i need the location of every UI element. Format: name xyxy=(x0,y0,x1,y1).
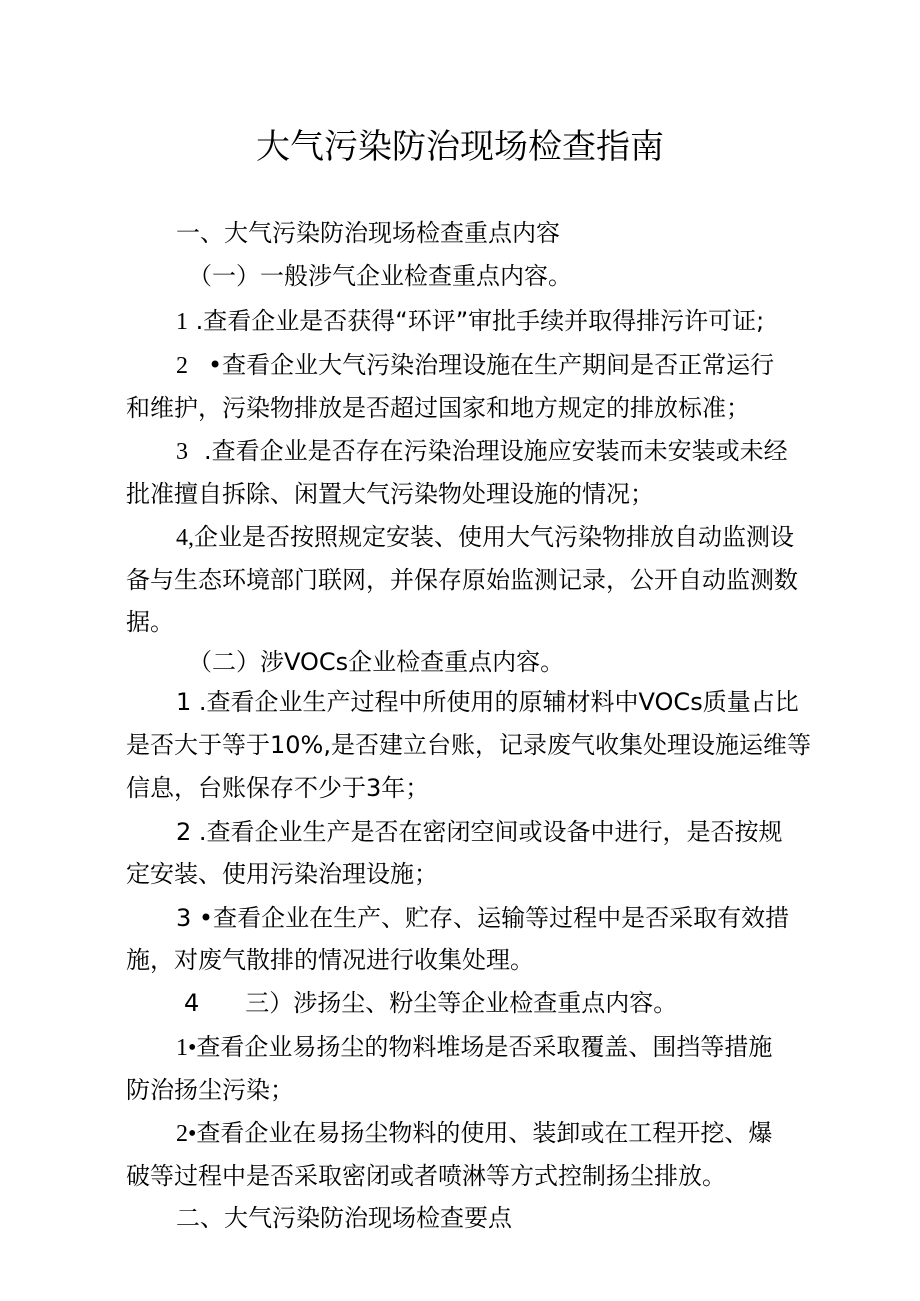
sub2-item-2-line-1: 2 .查看企业生产是否在密闭空间或设备中进行，是否按规 xyxy=(176,818,783,846)
sub2-item-2-line-2: 定安装、使用污染治理设施； xyxy=(126,860,438,888)
item-number: 3 xyxy=(176,439,188,465)
sub1-item-4-line-3: 据。 xyxy=(126,608,174,636)
item-number: 4 xyxy=(184,989,200,1017)
item-number: 3 xyxy=(176,904,192,932)
item-number: 1 xyxy=(176,688,192,716)
sub1-item-2-line-2: 和维护，污染物排放是否超过国家和地方规定的排放标准； xyxy=(126,394,750,422)
sub3-item-1-line-1: 1•查看企业易扬尘的物料堆场是否采取覆盖、围挡等措施 xyxy=(176,1033,773,1061)
sub1-item-4-line-2: 备与生态环境部门联网，并保存原始监测记录，公开自动监测数 xyxy=(126,566,798,594)
item-number: 2 xyxy=(176,818,192,846)
subsection-3-heading: 4 三）涉扬尘、粉尘等企业检查重点内容。 xyxy=(184,989,678,1017)
sub1-item-2-line-1: 2 •查看企业大气污染治理设施在生产期间是否正常运行 xyxy=(176,351,775,379)
sub1-item-4-line-1: 4,企业是否按照规定安装、使用大气污染物排放自动监测设 xyxy=(176,523,794,551)
item-number: 2• xyxy=(176,1121,197,1147)
item-number: 1• xyxy=(176,1035,197,1061)
sub2-item-1-line-3: 信息，台账保存不少于3年； xyxy=(126,774,430,802)
sub2-item-1-line-2: 是否大于等于10%,是否建立台账，记录废气收集处理设施运维等 xyxy=(126,731,811,759)
subsection-1-heading: （一）一般涉气企业检查重点内容。 xyxy=(188,262,572,290)
sub1-item-3-line-1: 3 .查看企业是否存在污染治理设施应安装而未安装或未经 xyxy=(176,437,788,465)
item-number: 1 xyxy=(176,309,188,335)
sub3-item-1-line-2: 防治扬尘污染； xyxy=(126,1076,294,1104)
section-2-heading: 二、大气污染防治现场检查要点 xyxy=(176,1204,512,1232)
item-number: 4, xyxy=(176,525,194,551)
sub3-item-2-line-1: 2•查看企业在易扬尘物料的使用、装卸或在工程开挖、爆 xyxy=(176,1119,773,1147)
sub2-item-1-line-1: 1 .查看企业生产过程中所使用的原辅材料中VOCs质量占比 xyxy=(176,688,799,716)
sub2-item-3-line-2: 施，对废气散排的情况进行收集处理。 xyxy=(126,946,534,974)
sub2-item-3-line-1: 3 •查看企业在生产、贮存、运输等过程中是否采取有效措 xyxy=(176,904,790,932)
sub1-item-1-line-1: 1 .查看企业是否获得“环评”审批手续并取得排污许可证; xyxy=(176,307,765,335)
sub3-item-2-line-2: 破等过程中是否采取密闭或者喷淋等方式控制扬尘排放。 xyxy=(126,1162,726,1190)
section-1-heading: 一、大气污染防治现场检查重点内容 xyxy=(176,219,560,247)
subsection-2-heading: （二）涉VOCs企业检查重点内容。 xyxy=(188,648,565,676)
sub1-item-3-line-2: 批准擅自拆除、闲置大气污染物处理设施的情况； xyxy=(126,480,654,508)
item-number: 2 xyxy=(176,353,188,379)
document-title: 大气污染防治现场检查指南 xyxy=(256,127,664,167)
